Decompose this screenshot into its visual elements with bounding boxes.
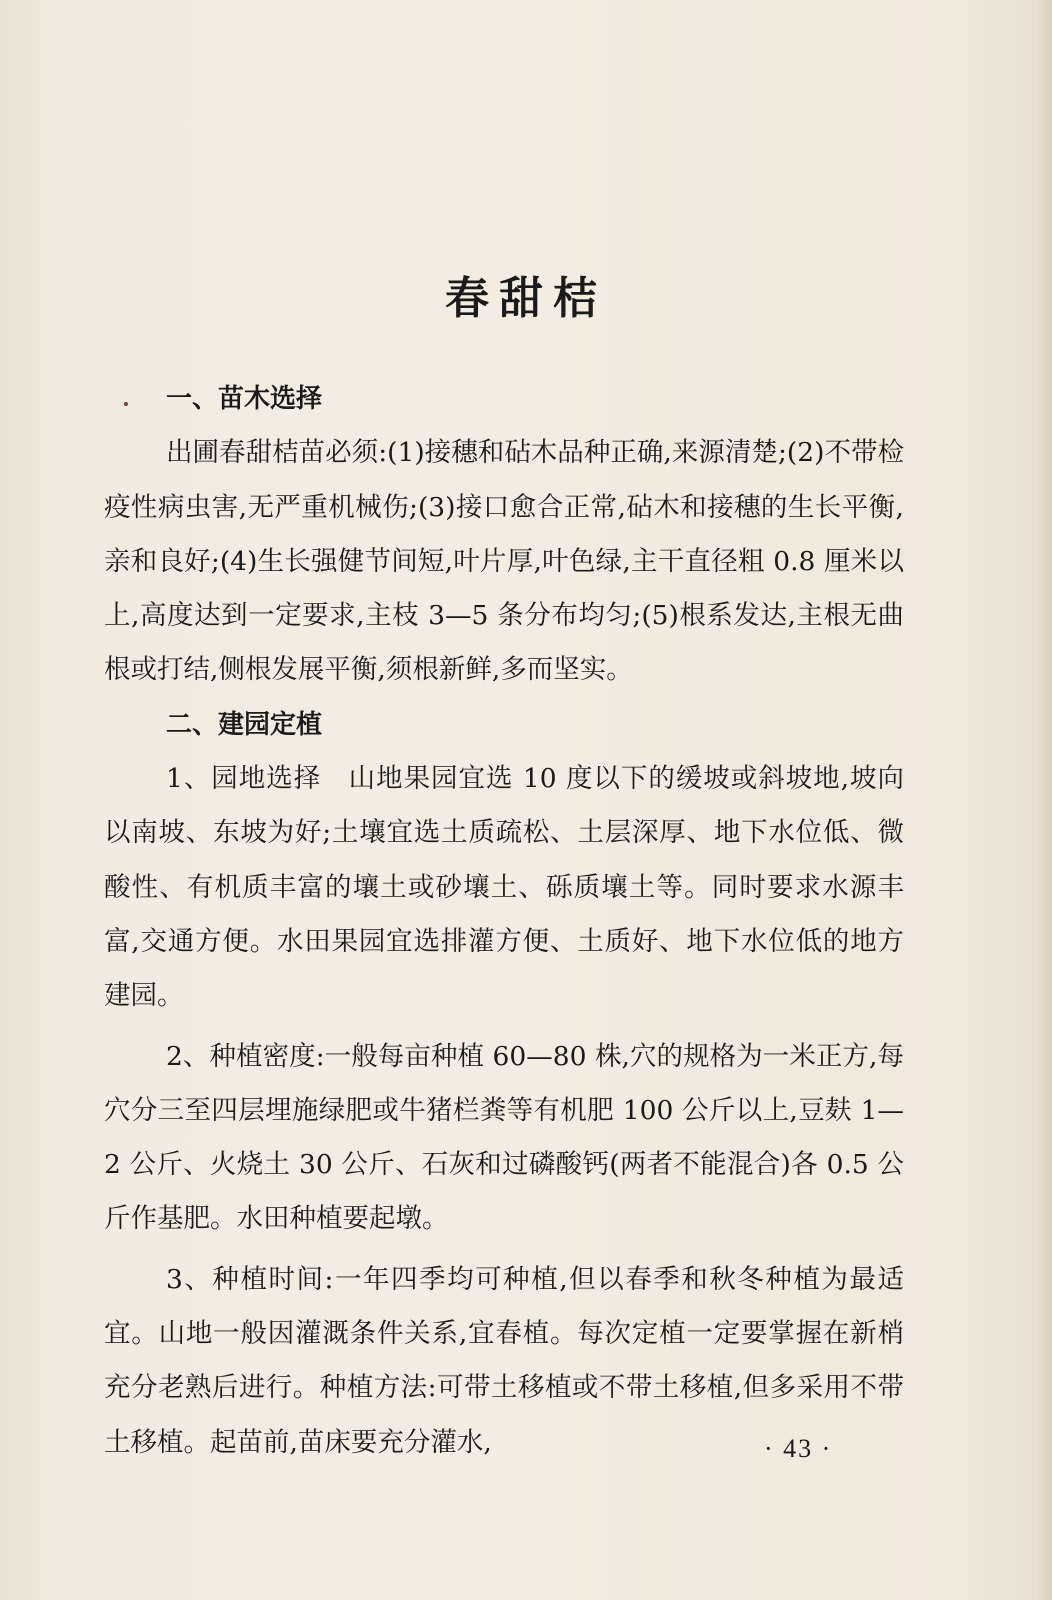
page-number: · 43 · [764,1434,833,1463]
page-edge-shadow [1036,0,1052,1600]
page-title: 春甜桔 [445,273,607,324]
paragraph-planting-density: 2、种植密度:一般每亩种植 60—80 株,穴的规格为一米正方,每穴分三至四层埋施绿肥或牛猪栏粪等有机肥 100 公斤以上,豆麸 1—2 公斤、火烧土 30 公斤、石灰和过磷酸钙(两者不能混合)各 0.5 公斤作基肥。水田种植要起墩。 [104,1040,904,1235]
paragraph-site-selection: 1、园地选择 山地果园宜选 10 度以下的缓坡或斜坡地,坡向以南坡、东坡为好;土壤宜选土质疏松、土层深厚、地下水位低、微酸性、有机质丰富的壤土或砂壤土、砾质壤土等。同时要求水源丰富,交通方便。水田果园宜选排灌方便、土质好、地下水位低的地方建园。 [104,763,904,1012]
paragraph-planting-time: 3、种植时间:一年四季均可种植,但以春季和秋冬种植为最适宜。山地一般因灌溉条件关系,宜春植。每次定植一定要掌握在新梢充分老熟后进行。种植方法:可带土移植或不带土移植,但多采用不带土移植。起苗前,苗床要充分灌水, [104,1263,904,1458]
section-heading-orchard-planting: 二、建园定植 [166,709,323,740]
body-text [104,372,904,1470]
paragraph-seedling-requirements: 出圃春甜桔苗必须:(1)接穗和砧木品种正确,来源清楚;(2)不带检疫性病虫害,无严重机械伤;(3)接口愈合正常,砧木和接穗的生长平衡,亲和良好;(4)生长强健节间短,叶片厚,叶色绿,主干直径粗 0.8 厘米以上,高度达到一定要求,主枝 3—5 条分布均匀;(5)根系发达,主根无曲根或打结,侧根发展平衡,须根新鲜,多而坚实。 [104,437,904,686]
section-heading-seedling-selection: 一、苗木选择 [166,384,323,414]
